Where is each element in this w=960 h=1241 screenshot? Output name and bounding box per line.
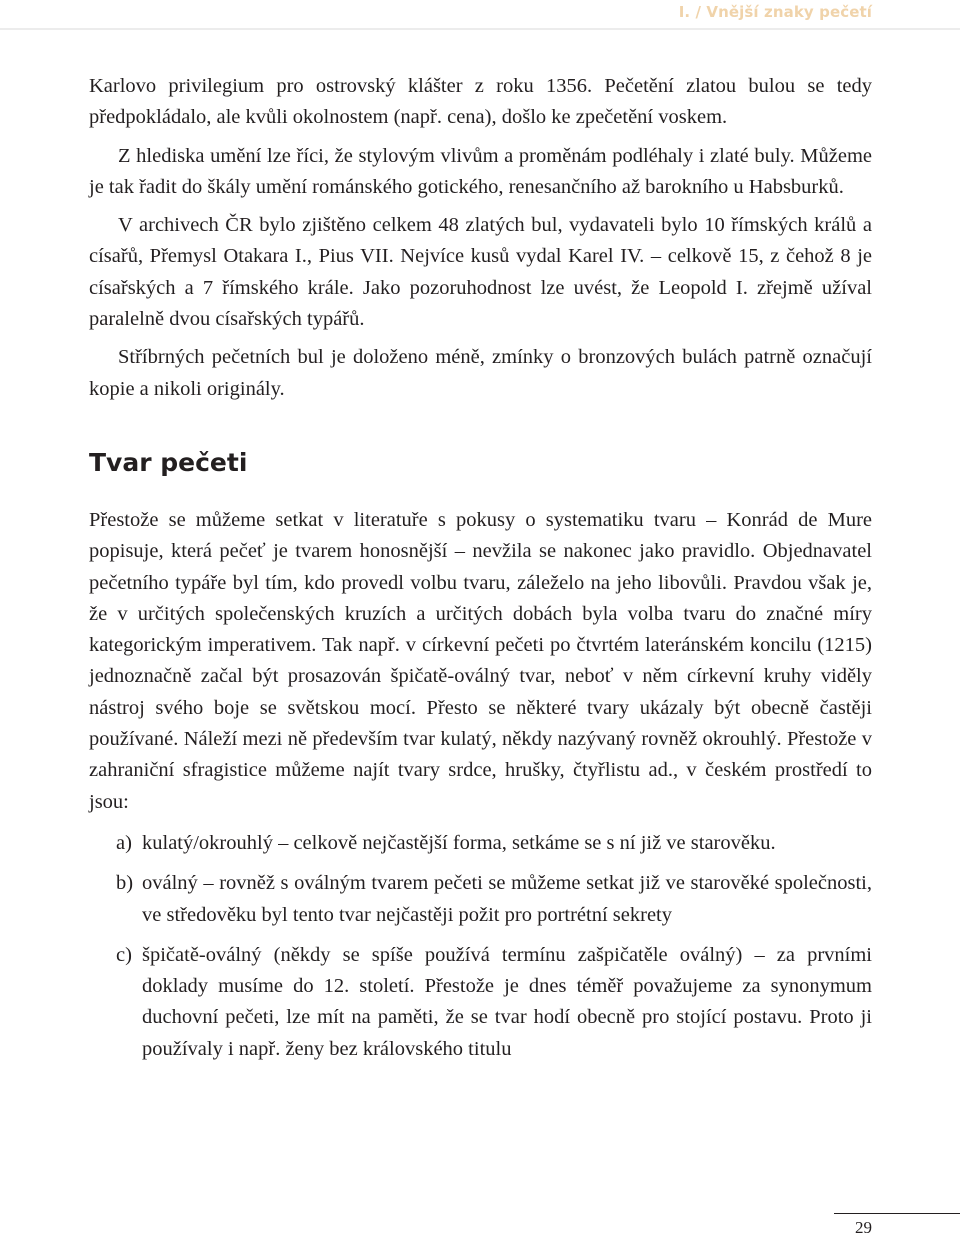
list-item	[89, 868, 872, 931]
list-marker: a)	[116, 831, 132, 854]
list-item-text: špičatě-oválný (někdy se spíše používá termínu zašpičatěle oválný) – za prvními doklady musíme do 12. století. Přestože je dnes téměř považujeme za synonymum duchovní pečeti, lze mít na paměti, že se tvar hodí obecně pro stojící postavu. Proto ji používaly i např. ženy bez královského titulu	[142, 943, 872, 1060]
paragraph-continuation: Karlovo privilegium pro ostrovský klášter z roku 1356. Pečetění zlatou bulou se tedy předpokládalo, ale kvůli okolnostem (např. cena), došlo ke zpečetění voskem.	[89, 75, 872, 129]
list-marker: c)	[116, 943, 132, 966]
list-marker: b)	[116, 872, 134, 895]
header-divider	[0, 28, 960, 30]
page-header	[0, 0, 960, 28]
paragraph-art-styles: Z hlediska umění lze říci, že stylovým vlivům a proměnám podléhaly i zlaté buly. Můžeme je tak řadit do škály umění románského gotického, renesančního až barokního u Habsburků.	[89, 144, 872, 198]
footer-divider	[834, 1213, 960, 1214]
seal-shape-list	[89, 828, 872, 1065]
list-item-text: kulatý/okrouhlý – celkově nejčastější forma, setkáme se s ní již ve starověku.	[142, 831, 776, 854]
list-item	[89, 828, 872, 859]
section-heading: Tvar pečeti	[89, 447, 248, 477]
running-title: I. / Vnější znaky pečetí	[678, 3, 872, 21]
page-content	[89, 71, 872, 1074]
paragraph-silver-bulls: Stříbrných pečetních bul je doloženo méně, zmínky o bronzových bulách patrně označují kopie a nikoli originály.	[89, 346, 872, 400]
paragraph-seal-shape-intro: Přestože se můžeme setkat v literatuře s pokusy o systematiku tvaru – Konrád de Mure popisuje, která pečeť je tvarem honosnější – nevžila se nakonec jako pravidlo. Objednavatel pečetního typáře byl tím, kdo provedl volbu tvaru, záleželo na jeho libovůli. Pravdou však je, že v určitých společenských kruzích a určitých dobách byla volba tvaru do značné míry kategorickým imperativem. Tak např. v církevní pečeti po čtvrtém lateránském koncilu (1215) jednoznačně začal být prosazován špičatě-oválný tvar, neboť v něm církevní kruhy viděly nástroj svého boje se světskou mocí. Přesto se některé tvary ukázaly být obecně častěji používané. Náleží mezi ně především tvar kulatý, někdy nazývaný rovněž okrouhlý. Přestože v zahraniční sfragistice můžeme najít tvary srdce, hrušky, čtyřlistu ad., v českém prostředí to jsou:	[89, 508, 872, 813]
page-number: 29	[855, 1218, 872, 1237]
list-item	[89, 940, 872, 1065]
list-item-text: oválný – rovněž s oválným tvarem pečeti se můžeme setkat již ve starověké společnosti, ve středověku byl tento tvar nejčastěji požit pro portrétní sekrety	[142, 872, 872, 926]
paragraph-archives: V archivech ČR bylo zjištěno celkem 48 zlatých bul, vydavateli bylo 10 římských králů a císařů, Přemysl Otakara I., Pius VII. Nejvíce kusů vydal Karel IV. – celkově 15, z čehož 8 je císařských a 7 římského krále. Jako pozoruhodnost lze uvést, že Leopold I. zřejmě užíval paralelně dvou císařských typářů.	[89, 214, 872, 331]
